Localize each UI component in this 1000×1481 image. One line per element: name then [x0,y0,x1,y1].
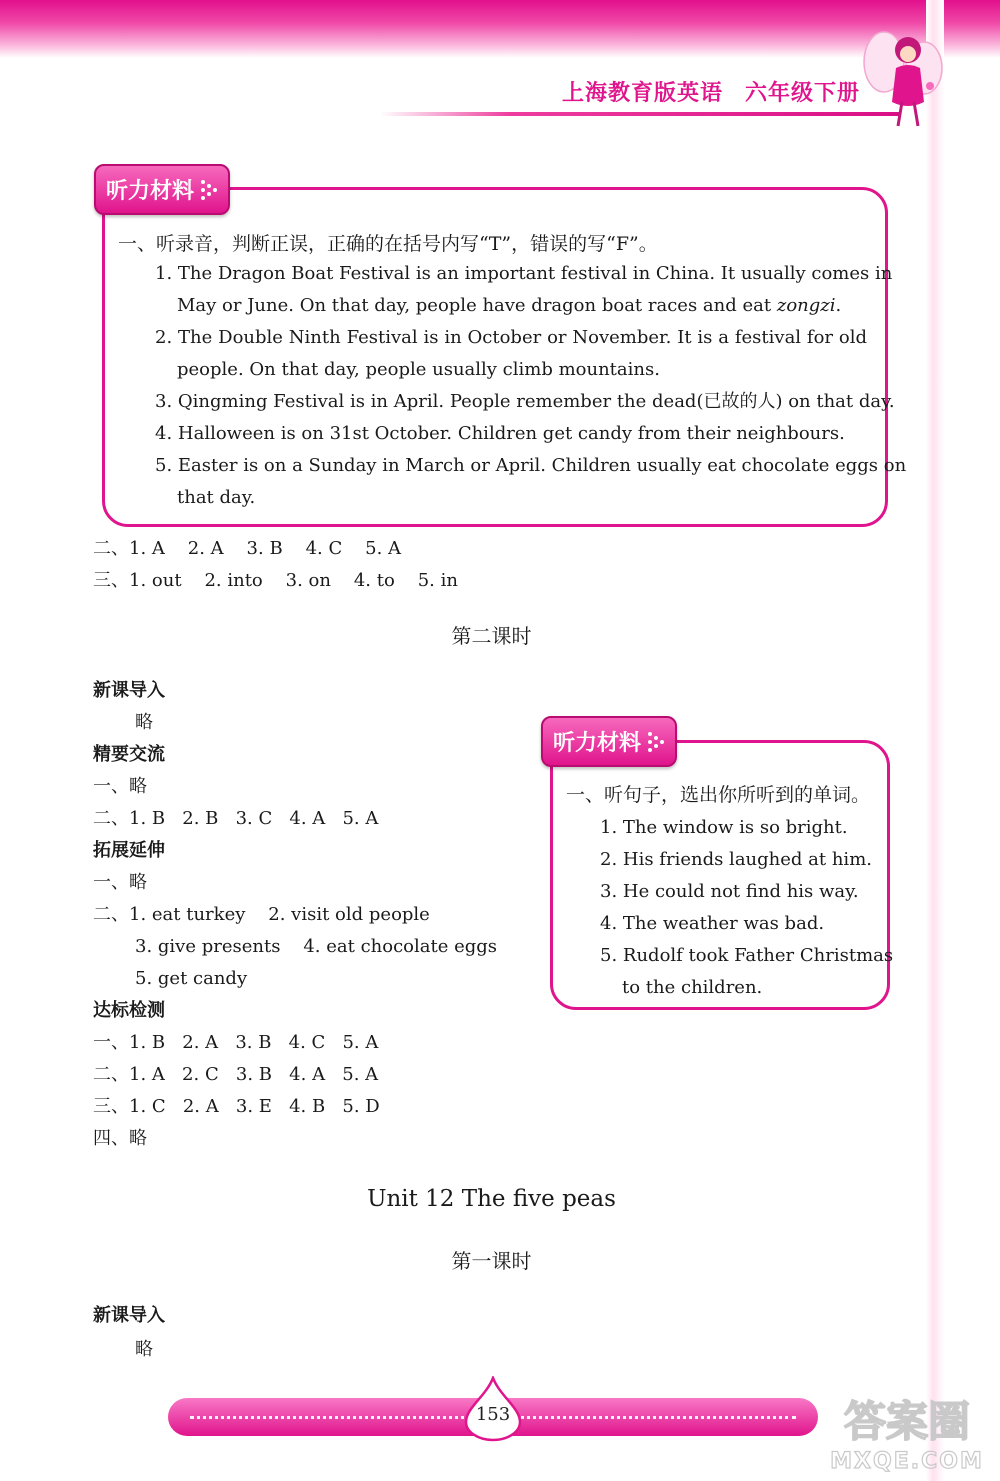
box2-instruction: 一、听句子，选出你所听到的单词。 [566,784,871,806]
answer-line: 四、略 [93,1128,147,1149]
box1-line-6: 4. Halloween is on 31st October. Children get candy from their neighbours. [155,423,845,444]
answer-line: 一、略 [93,776,147,797]
answer-line: 三、1. out 2. into 3. on 4. to 5. in [93,570,458,591]
answer-line: 二、1. B 2. B 3. C 4. A 5. A [93,808,379,829]
header-band [0,0,1000,58]
box1-line-8 [155,482,867,514]
heading-extension: 拓展延伸 [93,840,165,861]
unit-title: Unit 12 The five peas [367,1186,616,1212]
box1-line-2-period: . [835,295,842,316]
grade-label: 六年级下册 [744,81,860,106]
box2-line-3: 3. He could not find his way. [600,881,859,902]
indent-line: 略 [135,712,153,733]
box2-line-5: 5. Rudolf took Father Christmas [600,945,894,966]
box2-content [600,812,894,1004]
indent-line: 5. get candy [135,968,248,989]
top-answers [93,533,458,597]
listening-material-tag-2 [541,716,677,767]
indent-line: 3. give presents 4. eat chocolate eggs [135,936,498,957]
answer-line: 二、1. A 2. C 3. B 4. A 5. A [93,1064,379,1085]
box1-line-8-text: that day. [177,487,256,508]
box1-line-3: 2. The Double Ninth Festival is in October or November. It is a festival for old [155,327,867,348]
lesson-1-title: 第一课时 [451,1249,532,1273]
tag-label: 听力材料 [106,179,195,204]
left-column [93,675,523,1155]
box1-instruction: 一、听录音，判断正误，正确的在括号内写“T”，错误的写“F”。 [118,233,658,255]
fairy-illustration [862,22,948,130]
tag-label: 听力材料 [553,731,642,756]
box1-italic-word: zongzi [776,295,836,316]
box1-line-1: 1. The Dragon Boat Festival is an important festival in China. It usually comes in [155,263,893,284]
indent-line: 略 [135,1339,153,1360]
answer-line: 二、1. A 2. A 3. B 4. C 5. A [93,538,402,559]
watermark-logo [822,1388,992,1473]
header-rule [380,112,900,116]
book-title [562,76,860,107]
dots-arrow-icon [200,179,218,201]
answer-line: 一、略 [93,872,147,893]
answer-line: 二、1. eat turkey 2. visit old people [93,904,430,925]
answer-line: 三、1. C 2. A 3. E 4. B 5. D [93,1096,380,1117]
box1-line-2-text: May or June. On that day, people have dragon boat races and eat [177,295,772,316]
publisher-label: 上海教育版英语 [561,81,723,106]
box1-line-4 [155,354,867,386]
box2-line-1: 1. The window is so bright. [600,817,848,838]
watermark-url: MXQE.COM [830,1449,984,1473]
heading-test: 达标检测 [93,1000,165,1021]
box2-line-2: 2. His friends laughed at him. [600,849,872,870]
heading-new-lesson: 新课导入 [93,1305,165,1326]
box1-line-7: 5. Easter is on a Sunday in March or April. Children usually eat chocolate eggs on [155,455,907,476]
box1-content [155,258,907,514]
box2-line-6-text: to the children. [622,977,763,998]
dots-arrow-icon [647,731,665,753]
box1-line-5: 3. Qingming Festival is in April. People remember the dead(已故的人) on that day. [155,391,895,412]
box1-line-2 [155,290,867,322]
answer-line: 一、1. B 2. A 3. B 4. C 5. A [93,1032,379,1053]
page-number: 153 [475,1404,511,1425]
box1-line-4-text: people. On that day, people usually climb mountains. [177,359,660,380]
listening-material-tag-1 [94,164,230,215]
lesson-2-title: 第二课时 [451,624,532,648]
heading-exchange: 精要交流 [93,744,165,765]
box2-line-4: 4. The weather was bad. [600,913,825,934]
watermark-chars: 答案圈 [843,1397,971,1446]
box2-line-6 [600,972,880,1004]
bottom-section [93,1300,165,1366]
heading-new-lesson: 新课导入 [93,680,165,701]
